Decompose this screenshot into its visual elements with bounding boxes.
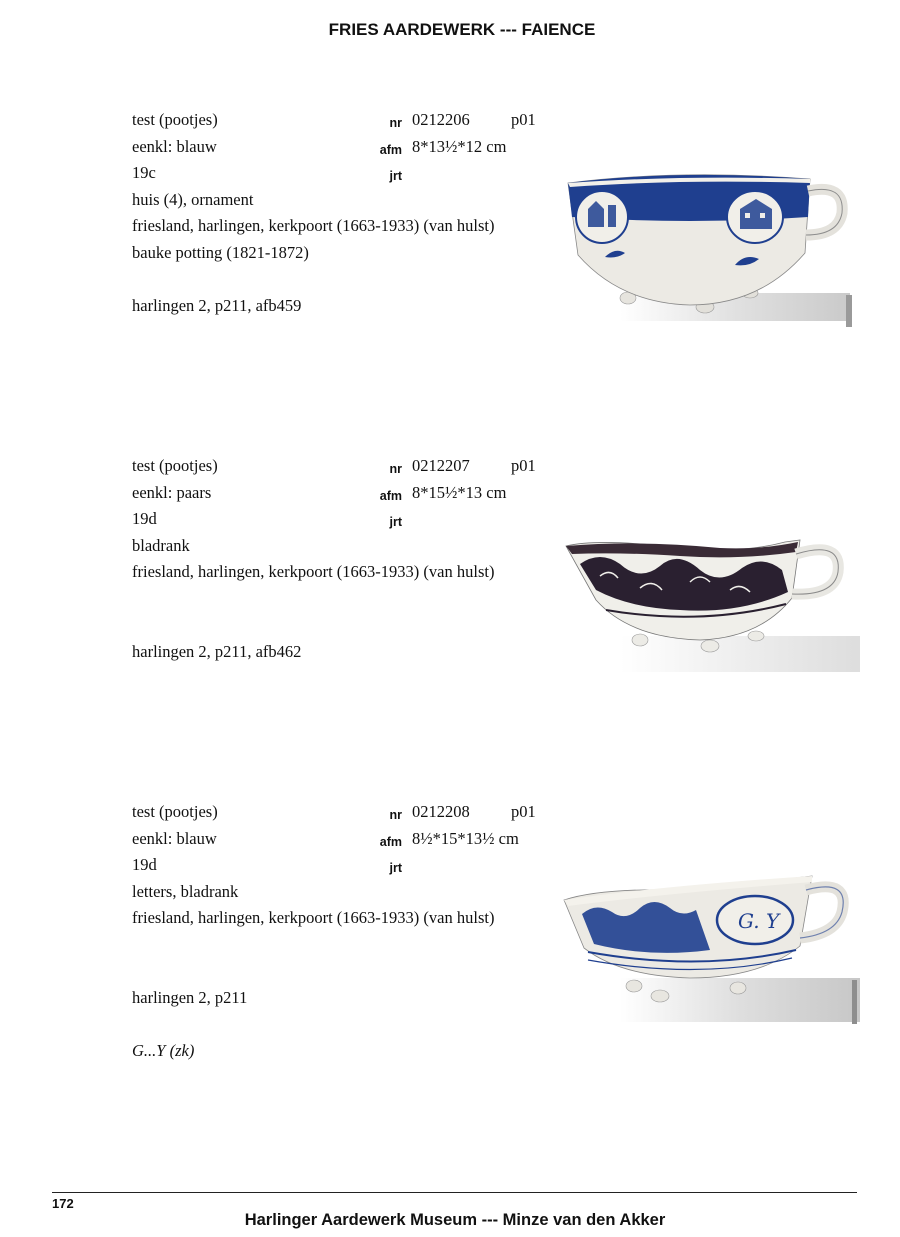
row-voorbeeld: [0, 961, 560, 987]
row-voorwerp: [0, 456, 560, 482]
page-title: FRIES AARDEWERK --- FAIENCE: [328, 20, 596, 39]
value-page: p01: [511, 456, 536, 475]
value-literatuur: harlingen 2, p211, afb459: [132, 295, 302, 315]
value-voorstelling: letters, bladrank: [132, 881, 239, 901]
value-schilder: bauke potting (1821-1872): [132, 242, 309, 262]
row-schilder: [0, 243, 560, 269]
row-datering: [0, 163, 560, 189]
value-nr: 0212208: [412, 802, 470, 821]
value-datering: 19d: [132, 509, 157, 528]
page-number: 172: [52, 1196, 74, 1211]
row-opschrift: [0, 695, 560, 721]
value-voorwerp: test (pootjes): [132, 802, 218, 821]
svg-text:G. Y: G. Y: [738, 909, 780, 933]
value-kleur: eenkl: blauw: [132, 828, 217, 848]
label-afm: afm: [379, 488, 402, 503]
value-datering: 19c: [132, 163, 156, 182]
value-afm: 8*13½*12 cm: [412, 136, 507, 156]
footer-divider: [52, 1192, 857, 1193]
row-voorbeeld: [0, 615, 560, 641]
row-fabrikaat: [0, 562, 560, 588]
value-literatuur: harlingen 2, p211: [132, 987, 248, 1007]
row-schilder: [0, 935, 560, 961]
value-voorstelling: huis (4), ornament: [132, 189, 254, 209]
row-opmerking: [0, 668, 560, 694]
value-nr: 0212206: [412, 110, 470, 129]
footer-text: Harlinger Aardewerk Museum --- Minze van den Akker: [244, 1211, 666, 1229]
value-voorstelling: bladrank: [132, 535, 190, 555]
value-afm: 8½*15*13½ cm: [412, 828, 519, 848]
label-nr: nr: [389, 116, 402, 130]
sauce-boat-photo-2: [560, 518, 860, 688]
label-afm: afm: [379, 142, 402, 157]
row-fabrikaat: [0, 216, 560, 242]
row-voorstelling: [0, 190, 560, 216]
row-opschrift: [0, 349, 560, 375]
row-kleur: [0, 137, 560, 163]
row-opmerking: [0, 322, 560, 348]
value-afm: 8*15½*13 cm: [412, 482, 507, 502]
value-kleur: eenkl: paars: [132, 482, 212, 502]
row-voorbeeld: [0, 269, 560, 295]
value-voorwerp: test (pootjes): [132, 110, 218, 129]
row-literatuur: [0, 642, 560, 668]
row-fabrikaat: [0, 908, 560, 934]
row-opmerking: [0, 1014, 560, 1040]
value-datering: 19d: [132, 855, 157, 874]
row-literatuur: [0, 296, 560, 322]
label-nr: nr: [389, 462, 402, 476]
catalog-entry-3: [0, 802, 900, 1072]
value-page: p01: [511, 110, 536, 129]
row-kleur: [0, 829, 560, 855]
value-fabrikaat: friesland, harlingen, kerkpoort (1663-1933) (van hulst): [132, 908, 495, 927]
value-nr: 0212207: [412, 456, 470, 475]
row-datering: [0, 855, 560, 881]
row-voorwerp: [0, 802, 560, 828]
value-page: p01: [511, 802, 536, 821]
sauce-boat-photo-3: [560, 860, 860, 1030]
row-schilder: [0, 589, 560, 615]
sauce-boat-photo-1: [560, 165, 860, 335]
row-datering: [0, 509, 560, 535]
value-literatuur: harlingen 2, p211, afb462: [132, 641, 302, 661]
row-kleur: [0, 483, 560, 509]
value-fabrikaat: friesland, harlingen, kerkpoort (1663-1933) (van hulst): [132, 562, 495, 581]
label-afm: afm: [379, 834, 402, 849]
catalog-entry-2: [0, 456, 900, 726]
label-jrt: jrt: [389, 515, 402, 529]
label-jrt: jrt: [389, 169, 402, 183]
row-opschrift: [0, 1041, 560, 1067]
row-voorstelling: [0, 882, 560, 908]
label-nr: nr: [389, 808, 402, 822]
value-voorwerp: test (pootjes): [132, 456, 218, 475]
label-jrt: jrt: [389, 861, 402, 875]
row-voorwerp: [0, 110, 560, 136]
value-fabrikaat: friesland, harlingen, kerkpoort (1663-1933) (van hulst): [132, 216, 495, 235]
row-voorstelling: [0, 536, 560, 562]
row-literatuur: [0, 988, 560, 1014]
value-opschrift: G...Y (zk): [132, 1040, 195, 1060]
catalog-entry-1: [0, 110, 900, 380]
value-kleur: eenkl: blauw: [132, 136, 217, 156]
